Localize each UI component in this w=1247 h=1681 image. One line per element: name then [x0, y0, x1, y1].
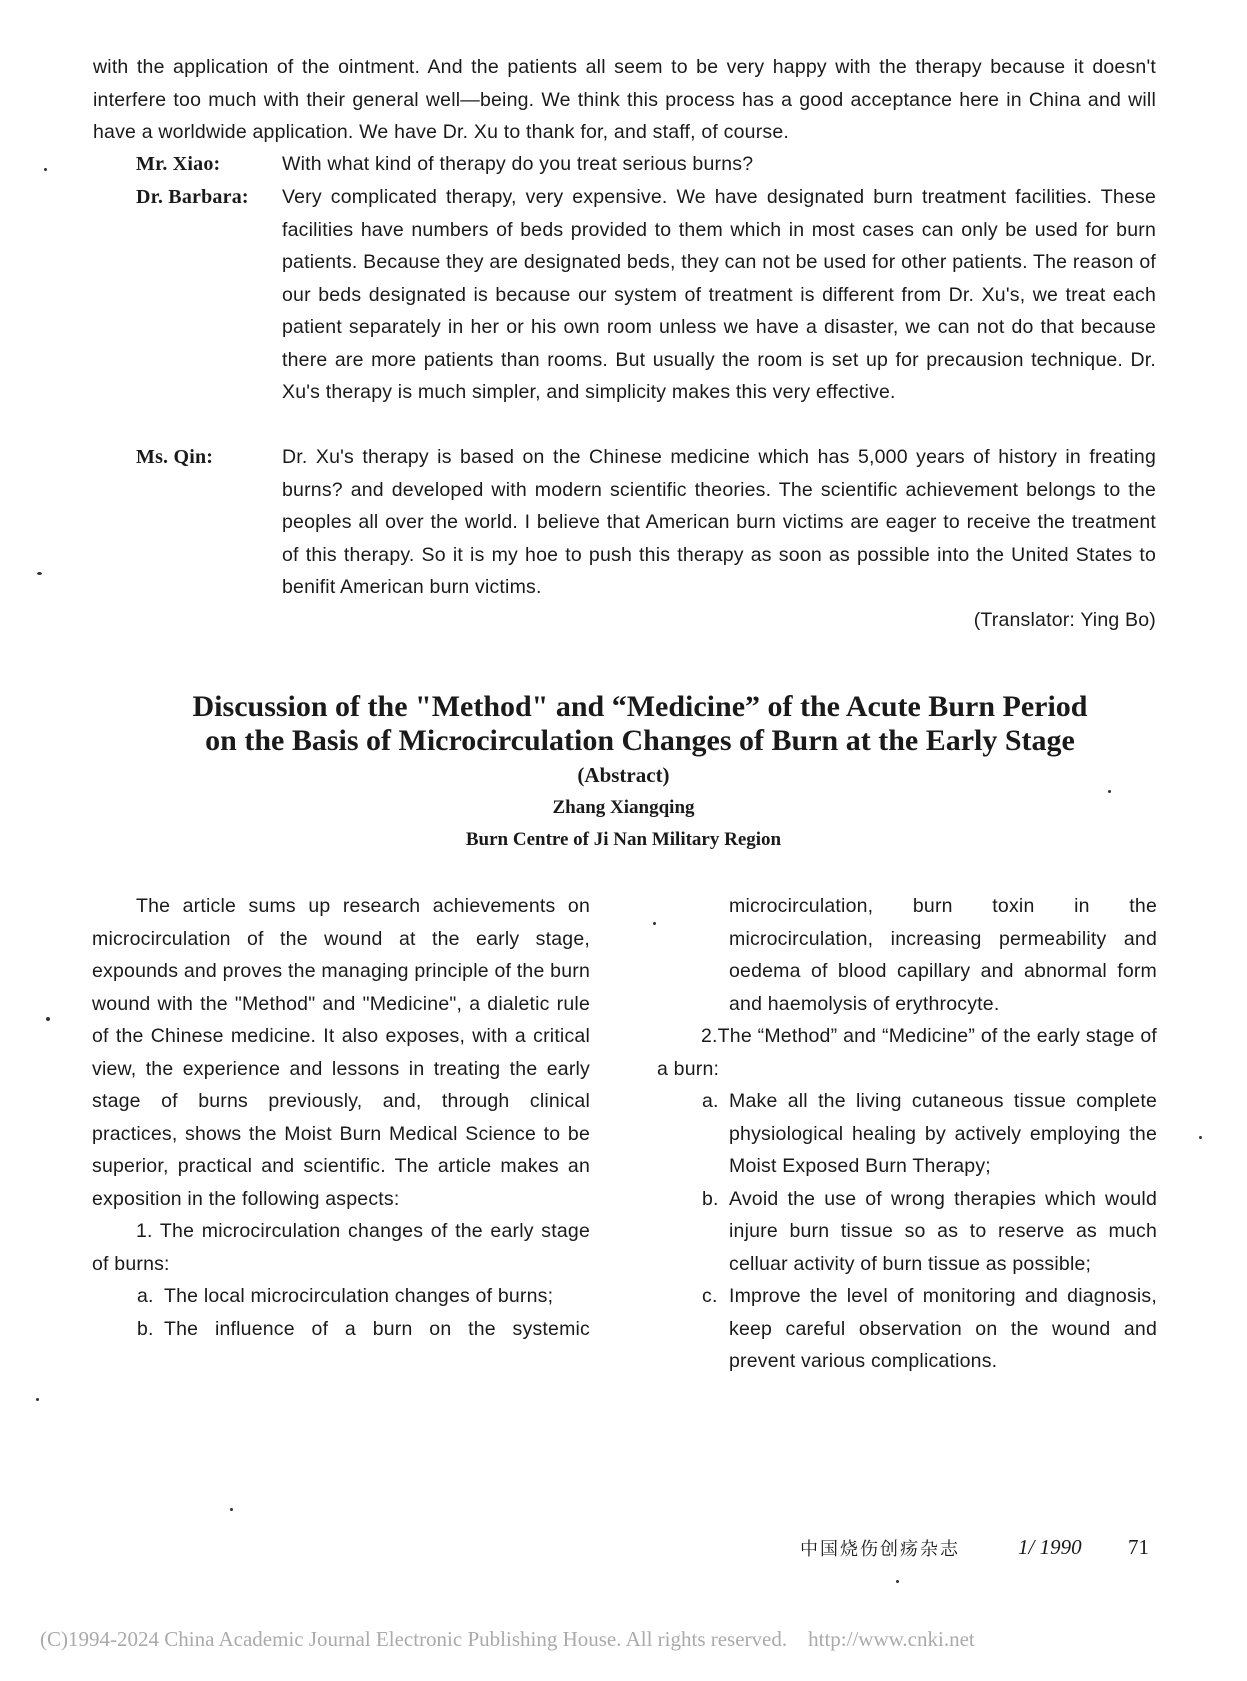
- speaker-text: Very complicated therapy, very expensive. We have designated burn treatment facilities. These facilities have numbers of beds provided to them which in most cases can only be used for burn patients. Because they are designated beds, they can not be used for other patients. The reason of our beds designated is because our system of treatment is different from Dr. Xu's, we treat each patient separately in her or his own room unless we have a disaster, we can not do that because there are more patients than rooms. But usually the room is set up for precausion technique. Dr. Xu's therapy is much simpler, and simplicity makes this very effective.: [282, 186, 1156, 403]
- title-line-2: on the Basis of Microcirculation Changes of Burn at the Early Stage: [205, 724, 1075, 757]
- speaker-name: Dr. Barbara:: [136, 186, 249, 208]
- abstract-paragraph: The article sums up research achievements on microcirculation of the wound at the early stage, expounds and proves the managing principle of the burn wound with the "Method" and "Medicine", a dialetic rule of the Chinese medicine. It also exposes, with a critical view, the experience and lessons in treating the early stage of burns previously, and, through clinical practices, shows the Moist Burn Medical Science to be superior, practical and scientific. The article makes an exposition in the following aspects:: [92, 895, 590, 1210]
- scan-speck: [230, 1508, 233, 1511]
- journal-name: 中国烧伤创疡杂志: [800, 1539, 960, 1560]
- issue-number: 1/ 1990: [1018, 1535, 1082, 1559]
- speaker-name: Ms. Qin:: [136, 446, 214, 468]
- list-item: [92, 1280, 590, 1313]
- speaker-text: With what kind of therapy do you treat serious burns?: [282, 153, 754, 175]
- list-marker: a.: [702, 1090, 719, 1112]
- title-line-1: Discussion of the "Method" and “Medicine” of the Acute Burn Period: [192, 690, 1088, 723]
- author-affiliation: Burn Centre of Ji Nan Military Region: [465, 829, 782, 850]
- list-marker: b.: [137, 1317, 154, 1340]
- list-item-continuation: microcirculation, burn toxin in the microcirculation, increasing permeability and oedema of blood capillary and abnormal form and haemolysis of erythrocyte.: [729, 895, 1157, 1015]
- copyright-notice: (C)1994-2024 China Academic Journal Electronic Publishing House. All rights reserved. http://www.cnki.net: [40, 1627, 975, 1651]
- list-marker: c.: [702, 1285, 718, 1307]
- right-column: [657, 890, 1157, 1378]
- list-item: [657, 1280, 1157, 1378]
- list-item-text: Avoid the use of wrong therapies which would injure burn tissue so as to reserve as much celluar activity of burn tissue as possible;: [729, 1187, 1157, 1275]
- list-item: [657, 1183, 1157, 1281]
- intro-paragraph: with the application of the ointment. And the patients all seem to be very happy with the therapy because it doesn't interfere too much with their general well—being. We think this process has a good acceptance here in China and will have a worldwide application. We have Dr. Xu to thank for, and staff, of course.: [93, 56, 1156, 143]
- author-name: Zhang Xiangqing: [552, 797, 695, 818]
- scan-speck: [896, 1580, 899, 1583]
- list-item: [92, 1313, 590, 1346]
- list-item-text: Make all the living cutaneous tissue complete physiological healing by actively employing the Moist Exposed Burn Therapy;: [729, 1090, 1157, 1177]
- page-number: 71: [1128, 1535, 1149, 1559]
- list-item-text: The local microcirculation changes of burns;: [164, 1285, 554, 1307]
- section-heading-1: 1. The microcirculation changes of the early stage of burns:: [92, 1220, 590, 1275]
- abstract-label: (Abstract): [577, 763, 670, 787]
- list-marker: a.: [137, 1285, 154, 1307]
- translator-note: (Translator: Ying Bo): [973, 609, 1156, 631]
- scan-speck: [653, 922, 656, 925]
- section-heading-2: 2.The “Method” and “Medicine” of the early stage of a burn:: [657, 1025, 1157, 1080]
- list-item: [657, 1085, 1157, 1183]
- scan-speck: [1199, 1136, 1202, 1139]
- list-marker: b.: [702, 1187, 719, 1210]
- scan-speck: [36, 1398, 39, 1401]
- article-title: [120, 690, 1160, 758]
- left-column: [92, 890, 590, 1345]
- scan-speck: [1108, 790, 1111, 793]
- speaker-name: Mr. Xiao:: [136, 153, 221, 175]
- speaker-text: Dr. Xu's therapy is based on the Chinese medicine which has 5,000 years of history in freating burns? and developed with modern scientific theories. The scientific achievement belongs to the peoples all over the world. I believe that American burn victims are eager to receive the treatment of this therapy. So it is my hoe to push this therapy as soon as possible into the United States to benifit American burn victims.: [282, 446, 1156, 598]
- scan-speck: [44, 168, 47, 171]
- list-item-text: Improve the level of monitoring and diagnosis, keep careful observation on the wound and prevent various complications.: [729, 1285, 1157, 1372]
- page-footer: [800, 1535, 1160, 1565]
- list-item-text: The influence of a burn on the systemic: [164, 1317, 590, 1340]
- scan-speck: [37, 572, 42, 575]
- scan-speck: [46, 1017, 50, 1021]
